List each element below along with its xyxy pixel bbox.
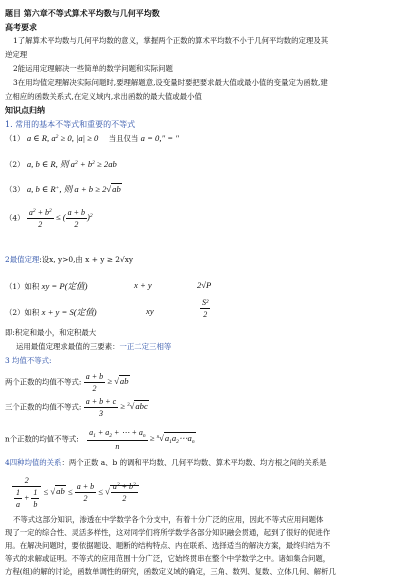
mt-case-1: （1）如积 xy = P(定值) — [5, 281, 88, 291]
requirement-line: 立相应的函数关系式,在定义域内,求出函数的最大值或最小值 — [5, 92, 202, 101]
mt-case-2-product: xy — [146, 306, 154, 316]
mt-case-1-value: 2√P — [197, 280, 212, 290]
requirements-heading: 高考要求 — [5, 22, 37, 32]
n-mean-formula: $\frac{a_1 + a_2 + \cdots + a_n}{n}$ ≥ $^n√a_1a_2\cdots a_n$ — [89, 428, 195, 451]
requirement-line: 2能运用定理解决一些简单的数学问题和实际问题 — [13, 64, 173, 73]
section4-text: ：两个正数 a、b 的调和平均数、几何平均数、算术平均数、均方根之间的关系是 — [61, 458, 327, 467]
ineq-label: （3） — [5, 185, 25, 194]
ineq-label: （4） — [5, 213, 25, 223]
ineq-1-formula: a ∈ R, $a^2 \ge 0$, |a| ≥ 0 — [26, 133, 99, 143]
requirement-line: 3在用均值定理解决实际问题时,要理解题意,设变量时要把要求最大值或最小值的变量定为函数,建 — [13, 78, 328, 87]
ineq-label: （1） — [5, 134, 25, 143]
closing-line: 现了一定的综合性、灵活多样性，这对同学们将所学数学各部分知识融会贯通，起到了很好的促进作 — [5, 528, 331, 537]
ineq-4 — [5, 208, 93, 229]
four-means-formula: 2 $\frac{1}{a}$ + $\frac{1}{b}$ ≤ √ab ≤ $\frac{a + b}{2}$ ≤ √ $\frac{a^2 + b^2}{2}$ — [12, 476, 139, 509]
ineq-2 — [5, 158, 117, 170]
ineq-1 — [5, 133, 179, 144]
mt-summary: 即:积定和最小，和定积最大 — [5, 328, 97, 337]
three-mean: 三个正数的均值不等式: $\frac{a + b + c}{3}$ ≥ $^3$√abc — [5, 397, 148, 418]
closing-line: 方程(组)的解的讨论，函数单调性的研究，函数定义域的确定，三角、数列、复数、立体几何、解析几 — [5, 567, 336, 576]
closing-line: 等式的求解或证明。不等式的应用范围十分广泛，它始终贯串在整个中学数学之中。诸如集合问题， — [5, 554, 331, 563]
ineq-3-formula: a, b ∈ R+, 则 a + b ≥ 2√ab — [26, 184, 121, 194]
knowledge-heading: 知识点归纳 — [5, 105, 45, 115]
mean-theorem-label: 2最值定理 — [5, 255, 40, 264]
mt-case-2-value: $\frac{\text{S²}}{2}$ — [202, 298, 209, 319]
closing-line: 用。在解决问题时，要依据题设、题断的结构特点、内在联系、选择适当的解决方案，最终归结为不 — [5, 541, 331, 550]
section1-title: 1. 常用的基本不等式和重要的不等式 — [5, 120, 136, 129]
three-mean-formula: $\frac{a + b + c}{3}$ ≥ $^3$√abc — [85, 397, 148, 418]
ineq-1-text: 当且仅当 — [108, 134, 139, 143]
page-title: 题目 第六章不等式算术平均数与几何平均数 — [5, 8, 160, 18]
mt-case-2: （2）如积 x + y = S(定值) — [5, 307, 97, 317]
requirement-line: 逆定理 — [5, 50, 28, 59]
mt-three-elements: 运用最值定理求最值的三要素：一正二定三相等 — [16, 342, 172, 351]
mt-case-1-sum: x + y — [134, 280, 152, 290]
section3-title: 3 均值不等式: — [5, 356, 52, 365]
section4 — [5, 457, 327, 468]
ineq-2-formula: a, b ∈ R, 则 $a^2 + b^2 \ge 2ab$ — [26, 159, 117, 169]
ineq-label: （2） — [5, 160, 25, 169]
mean-theorem — [5, 254, 133, 265]
section4-label: 4四种均值的关系 — [5, 458, 62, 467]
ineq-1-cond: a = 0," = " — [140, 133, 179, 143]
two-mean: 两个正数的均值不等式: $\frac{a + b}{2}$ ≥ √ab — [5, 372, 129, 393]
two-mean-formula: $\frac{a + b}{2}$ ≥ √ab — [85, 372, 129, 393]
ineq-3 — [5, 183, 122, 195]
ineq-4-formula: $\frac{a^2 + b^2}{2}$ ≤ ( $\frac{a + b}{2}$ )$^2$ — [28, 208, 93, 229]
n-mean: n个正数的均值不等式: $\frac{a_1 + a_2 + \cdots + a_n}{n}$ ≥ $^n√a_1a_2\cdots a_n$ — [5, 428, 195, 451]
mean-theorem-text: :设x, y>0,由 x + y ≥ 2√xy — [39, 255, 134, 264]
closing-line: 不等式这部分知识，渗透在中学数学各个分支中，有着十分广泛的应用，因此不等式应用问题体 — [13, 515, 324, 524]
requirement-line: 1了解算术平均数与几何平均数的意义，掌握两个正数的算术平均数不小于几何平均数的定理及其 — [13, 36, 329, 45]
